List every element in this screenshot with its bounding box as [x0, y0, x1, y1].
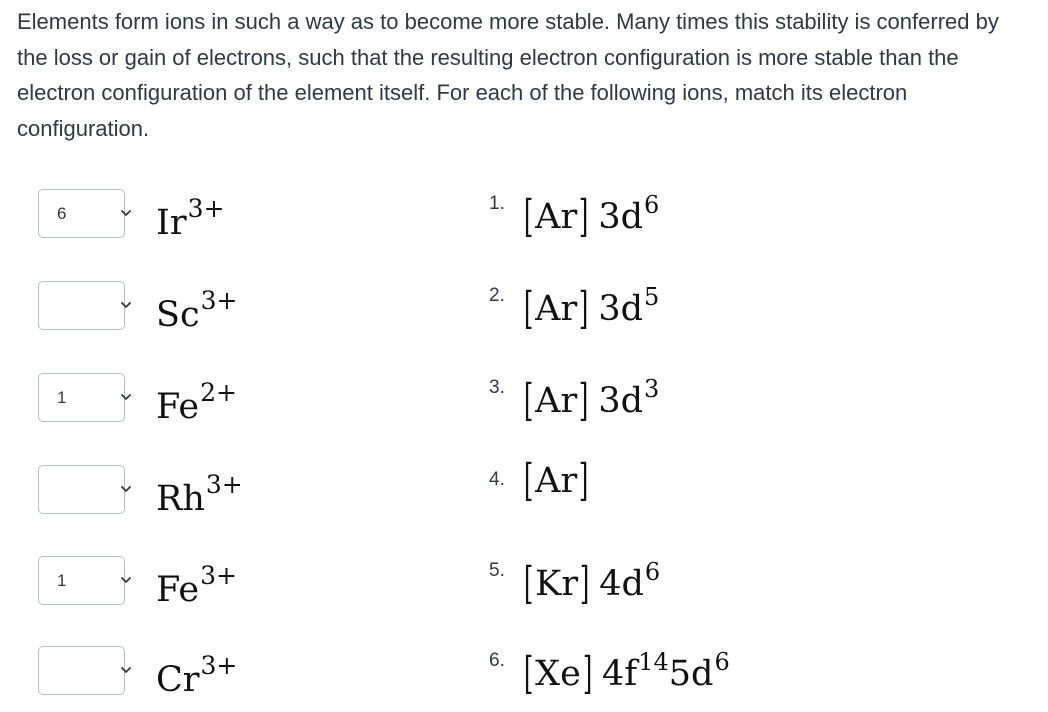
chevron-down-icon — [119, 390, 133, 404]
electron-configuration — [520, 365, 659, 425]
bracket-close: ] — [579, 558, 590, 609]
electron-configuration — [520, 457, 592, 505]
answer-select[interactable] — [38, 373, 125, 422]
match-row — [0, 373, 1048, 433]
option-number: 4. — [489, 469, 505, 490]
option-number: 3. — [489, 377, 505, 398]
ion-charge: 3+ — [200, 651, 238, 680]
subshell: 3d — [598, 197, 644, 237]
ion-charge: 3+ — [187, 194, 225, 223]
option-number: 2. — [489, 285, 505, 306]
match-row — [0, 189, 1048, 249]
answer-select[interactable] — [38, 281, 125, 330]
select-value: 6 — [57, 204, 67, 223]
ion-symbol: Sc — [156, 295, 200, 335]
bracket-open: [ — [523, 283, 534, 334]
noble-gas-core: Xe — [535, 654, 581, 694]
subshell-2: 5d — [668, 654, 714, 694]
subshell: 3d — [598, 381, 644, 421]
match-row — [0, 646, 1048, 706]
bracket-close: ] — [579, 191, 589, 242]
bracket-open: [ — [523, 375, 534, 426]
subshell-electrons: 3 — [644, 375, 660, 403]
ion-label — [156, 465, 243, 519]
answer-select[interactable] — [38, 646, 125, 695]
subshell: 4d — [599, 564, 644, 604]
electron-configuration — [520, 548, 660, 608]
option-number: 1. — [489, 193, 505, 214]
option-number: 5. — [489, 560, 505, 581]
ion-label — [156, 281, 237, 335]
ion-label — [156, 189, 224, 243]
ion-symbol: Fe — [156, 387, 200, 427]
noble-gas-core: Kr — [535, 564, 579, 604]
ion-charge: 3+ — [200, 561, 237, 590]
option-number: 6. — [489, 650, 505, 671]
subshell-electrons: 6 — [644, 558, 661, 586]
ion-symbol: Fe — [156, 570, 200, 610]
match-row — [0, 281, 1048, 341]
noble-gas-core: Ar — [535, 197, 578, 237]
answer-select[interactable] — [38, 189, 125, 238]
chevron-down-icon — [119, 663, 133, 677]
ion-label — [156, 556, 237, 610]
ion-label — [156, 646, 237, 700]
question-prompt: Elements form ions in such a way as to become more stable. Many times this stability is conferred by the loss or gain of electrons, such that the resulting electron configuration is more stable than the electron configuration of the element itself. For each of the following ions, match its electron configuration. — [17, 9, 999, 141]
chevron-down-icon — [119, 573, 133, 587]
electron-configuration — [520, 638, 730, 698]
answer-select[interactable] — [38, 465, 125, 514]
bracket-close: ] — [579, 375, 589, 426]
answer-select[interactable] — [38, 556, 125, 605]
electron-configuration — [520, 181, 659, 241]
subshell-2-electrons: 6 — [714, 648, 730, 676]
subshell: 4f — [601, 654, 638, 694]
ion-charge: 3+ — [200, 286, 238, 315]
ion-charge: 3+ — [205, 470, 243, 499]
electron-configuration — [520, 273, 659, 333]
ion-label — [156, 373, 237, 427]
noble-gas-core: Ar — [535, 381, 578, 421]
subshell-electrons: 6 — [644, 191, 660, 219]
subshell: 3d — [598, 289, 644, 329]
subshell-electrons: 5 — [644, 283, 660, 311]
chevron-down-icon — [119, 206, 133, 220]
bracket-open: [ — [523, 191, 534, 242]
ion-charge: 2+ — [200, 378, 237, 407]
bracket-open: [ — [523, 455, 534, 506]
match-row — [0, 455, 1048, 525]
noble-gas-core: Ar — [535, 461, 578, 501]
bracket-open: [ — [523, 558, 534, 609]
bracket-close: ] — [582, 648, 593, 699]
ion-symbol: Ir — [156, 203, 187, 243]
match-row — [0, 556, 1048, 616]
bracket-close: ] — [579, 455, 589, 506]
subshell-electrons: 14 — [638, 648, 669, 676]
bracket-close: ] — [579, 283, 589, 334]
ion-symbol: Cr — [156, 660, 200, 700]
select-value: 1 — [57, 388, 67, 407]
bracket-open: [ — [523, 648, 534, 699]
chevron-down-icon — [119, 482, 133, 496]
chevron-down-icon — [119, 298, 133, 312]
ion-symbol: Rh — [156, 479, 205, 519]
select-value: 1 — [57, 571, 67, 590]
noble-gas-core: Ar — [535, 289, 578, 329]
